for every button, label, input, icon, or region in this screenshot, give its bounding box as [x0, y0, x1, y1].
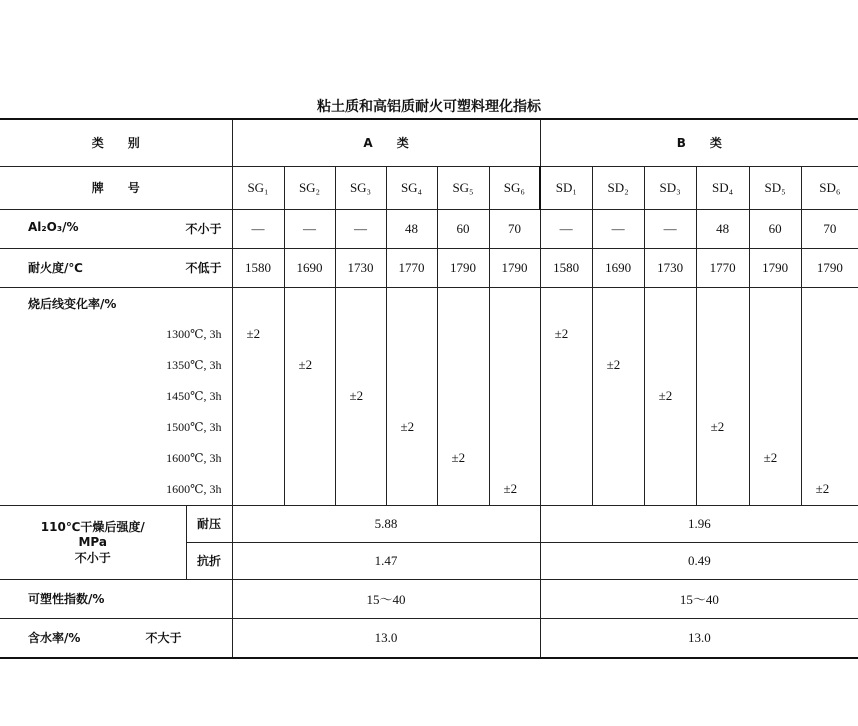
shrinkage-empty — [489, 350, 540, 381]
flexural-a: 1.47 — [232, 542, 540, 579]
shrinkage-empty — [489, 412, 540, 443]
refractoriness-value: 1770 — [386, 248, 437, 287]
plasticity-b: 15～40 — [540, 579, 858, 618]
refractoriness-value: 1730 — [644, 248, 696, 287]
shrinkage-empty — [696, 319, 749, 350]
shrinkage-condition: 1600℃, 3h — [0, 474, 232, 506]
shrinkage-empty — [749, 350, 801, 381]
shrinkage-empty — [801, 350, 858, 381]
refractoriness-value: 1730 — [335, 248, 386, 287]
shrinkage-empty — [437, 412, 489, 443]
shrinkage-empty — [437, 381, 489, 412]
plasticity-row — [0, 579, 858, 618]
shrinkage-empty — [540, 381, 592, 412]
shrinkage-empty — [644, 443, 696, 474]
shrinkage-empty — [284, 412, 335, 443]
shrinkage-condition: 1350℃, 3h — [0, 350, 232, 381]
shrinkage-value: ±2 — [801, 474, 858, 506]
shrinkage-condition: 1300℃, 3h — [0, 319, 232, 350]
brand-cell: SG₅ — [437, 166, 489, 209]
shrinkage-empty — [540, 287, 592, 319]
shrinkage-value: ±2 — [284, 350, 335, 381]
shrinkage-empty — [489, 381, 540, 412]
shrinkage-empty — [284, 287, 335, 319]
shrinkage-empty — [749, 319, 801, 350]
refractoriness-value: 1690 — [592, 248, 644, 287]
shrinkage-empty — [232, 474, 284, 506]
shrinkage-empty — [232, 287, 284, 319]
brand-cell: SD₃ — [644, 166, 696, 209]
shrinkage-empty — [386, 474, 437, 506]
category-row — [0, 119, 858, 166]
brand-cell: SG₃ — [335, 166, 386, 209]
moisture-a: 13.0 — [232, 618, 540, 658]
moisture-b: 13.0 — [540, 618, 858, 658]
shrinkage-value: ±2 — [386, 412, 437, 443]
brand-row — [0, 166, 858, 209]
shrinkage-empty — [437, 350, 489, 381]
alumina-value: 48 — [696, 209, 749, 248]
shrinkage-empty — [644, 287, 696, 319]
shrinkage-row — [0, 443, 858, 474]
shrinkage-value: ±2 — [644, 381, 696, 412]
shrinkage-empty — [696, 287, 749, 319]
shrinkage-empty — [284, 319, 335, 350]
alumina-value: 48 — [386, 209, 437, 248]
shrinkage-empty — [386, 319, 437, 350]
alumina-value: — — [335, 209, 386, 248]
shrinkage-empty — [284, 381, 335, 412]
shrinkage-empty — [232, 412, 284, 443]
plasticity-label: 可塑性指数/% — [0, 579, 232, 618]
alumina-value: 70 — [489, 209, 540, 248]
shrinkage-empty — [749, 412, 801, 443]
brand-cell: SG₆ — [489, 166, 540, 209]
shrinkage-empty — [335, 319, 386, 350]
refractoriness-row — [0, 248, 858, 287]
alumina-value: — — [232, 209, 284, 248]
brand-cell: SG₄ — [386, 166, 437, 209]
shrinkage-empty — [232, 350, 284, 381]
brand-cell: SG₁ — [232, 166, 284, 209]
shrinkage-empty — [592, 474, 644, 506]
shrinkage-condition: 1450℃, 3h — [0, 381, 232, 412]
refractoriness-label: 耐火度/℃ 不低于 — [0, 248, 232, 287]
shrinkage-condition: 1600℃, 3h — [0, 443, 232, 474]
shrinkage-empty — [592, 381, 644, 412]
shrinkage-empty — [801, 412, 858, 443]
brand-label: 牌 号 — [0, 166, 232, 209]
shrinkage-empty — [386, 381, 437, 412]
brand-cell: SD₁ — [540, 166, 592, 209]
shrinkage-label: 烧后线变化率/% — [0, 287, 232, 319]
shrinkage-row — [0, 350, 858, 381]
brand-cell: SD₆ — [801, 166, 858, 209]
shrinkage-row — [0, 381, 858, 412]
class-b-header: B 类 — [540, 119, 858, 166]
moisture-row — [0, 618, 858, 658]
brand-cell: SG₂ — [284, 166, 335, 209]
shrinkage-row — [0, 474, 858, 506]
alumina-value: — — [284, 209, 335, 248]
shrinkage-empty — [801, 381, 858, 412]
table-title: 粘土质和高铝质耐火可塑料理化指标 — [317, 99, 541, 115]
shrinkage-empty — [386, 443, 437, 474]
flexural-b: 0.49 — [540, 542, 858, 579]
shrinkage-empty — [489, 319, 540, 350]
shrinkage-empty — [592, 443, 644, 474]
shrinkage-empty — [335, 443, 386, 474]
shrinkage-value: ±2 — [335, 381, 386, 412]
shrinkage-empty — [592, 287, 644, 319]
shrinkage-value: ±2 — [232, 319, 284, 350]
shrinkage-empty — [644, 474, 696, 506]
shrinkage-empty — [284, 443, 335, 474]
refractoriness-value: 1580 — [232, 248, 284, 287]
shrinkage-empty — [696, 474, 749, 506]
shrinkage-empty — [335, 412, 386, 443]
shrinkage-value: ±2 — [489, 474, 540, 506]
shrinkage-empty — [437, 319, 489, 350]
alumina-value: — — [592, 209, 644, 248]
compressive-a: 5.88 — [232, 505, 540, 542]
refractoriness-value: 1790 — [749, 248, 801, 287]
shrinkage-value: ±2 — [749, 443, 801, 474]
shrinkage-empty — [696, 350, 749, 381]
category-label: 类 别 — [0, 119, 232, 166]
shrinkage-empty — [284, 474, 335, 506]
shrinkage-empty — [696, 443, 749, 474]
strength-label: 110℃干燥后强度/ MPa 不小于 — [0, 505, 186, 579]
shrinkage-row — [0, 412, 858, 443]
alumina-value: 60 — [749, 209, 801, 248]
brand-cell: SD₅ — [749, 166, 801, 209]
shrinkage-empty — [540, 443, 592, 474]
alumina-value: — — [644, 209, 696, 248]
compressive-label: 耐压 — [186, 505, 232, 542]
shrinkage-empty — [489, 287, 540, 319]
compressive-b: 1.96 — [540, 505, 858, 542]
brand-cell: SD₄ — [696, 166, 749, 209]
shrinkage-empty — [801, 287, 858, 319]
refractoriness-value: 1580 — [540, 248, 592, 287]
shrinkage-empty — [749, 287, 801, 319]
shrinkage-empty — [801, 319, 858, 350]
shrinkage-empty — [232, 443, 284, 474]
shrinkage-empty — [696, 381, 749, 412]
shrinkage-empty — [644, 319, 696, 350]
shrinkage-empty — [232, 381, 284, 412]
shrinkage-header-row — [0, 287, 858, 319]
shrinkage-empty — [489, 443, 540, 474]
shrinkage-empty — [644, 350, 696, 381]
shrinkage-empty — [437, 474, 489, 506]
refractoriness-value: 1790 — [437, 248, 489, 287]
shrinkage-empty — [749, 381, 801, 412]
shrinkage-value: ±2 — [592, 350, 644, 381]
shrinkage-row — [0, 319, 858, 350]
shrinkage-empty — [540, 350, 592, 381]
shrinkage-empty — [335, 350, 386, 381]
strength-compressive-row — [0, 505, 858, 542]
shrinkage-empty — [335, 474, 386, 506]
shrinkage-empty — [335, 287, 386, 319]
flexural-label: 抗折 — [186, 542, 232, 579]
alumina-value: — — [540, 209, 592, 248]
shrinkage-empty — [437, 287, 489, 319]
alumina-label: Al₂O₃/% 不小于 — [0, 209, 232, 248]
shrinkage-empty — [386, 287, 437, 319]
class-a-header: A 类 — [232, 119, 540, 166]
shrinkage-empty — [592, 319, 644, 350]
shrinkage-condition: 1500℃, 3h — [0, 412, 232, 443]
brand-cell: SD₂ — [592, 166, 644, 209]
refractoriness-value: 1790 — [801, 248, 858, 287]
refractoriness-value: 1770 — [696, 248, 749, 287]
shrinkage-empty — [644, 412, 696, 443]
alumina-value: 60 — [437, 209, 489, 248]
shrinkage-value: ±2 — [437, 443, 489, 474]
shrinkage-empty — [540, 474, 592, 506]
shrinkage-empty — [592, 412, 644, 443]
refractoriness-value: 1790 — [489, 248, 540, 287]
plasticity-a: 15～40 — [232, 579, 540, 618]
alumina-value: 70 — [801, 209, 858, 248]
alumina-row — [0, 209, 858, 248]
shrinkage-empty — [749, 474, 801, 506]
shrinkage-empty — [801, 443, 858, 474]
shrinkage-empty — [540, 412, 592, 443]
shrinkage-value: ±2 — [540, 319, 592, 350]
properties-table — [0, 118, 858, 659]
moisture-label: 含水率/% 不大于 — [0, 618, 232, 658]
shrinkage-value: ±2 — [696, 412, 749, 443]
refractoriness-value: 1690 — [284, 248, 335, 287]
shrinkage-empty — [386, 350, 437, 381]
